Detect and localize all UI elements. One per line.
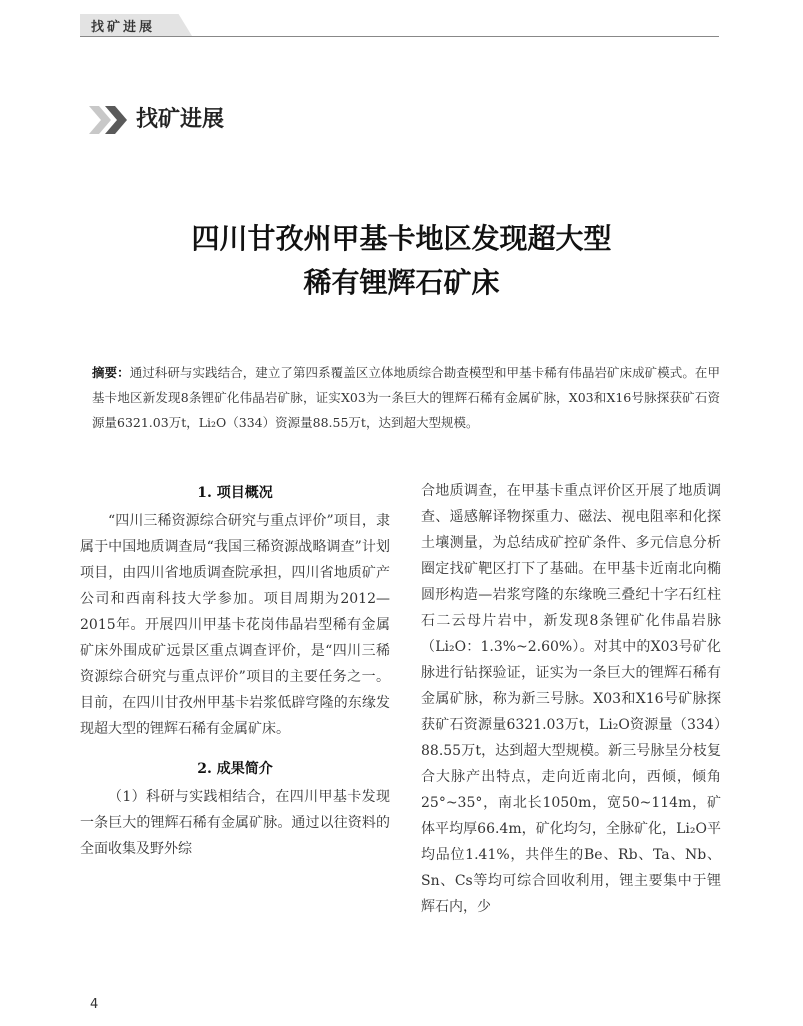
column-right xyxy=(421,478,721,920)
running-header: 找矿进展 xyxy=(91,20,156,35)
abstract-label: 摘要： xyxy=(92,365,130,380)
abstract xyxy=(92,360,720,435)
section-1-paragraph: “四川三稀资源综合研究与重点评价”项目，隶属于中国地质调查局“我国三稀资源战略调查”计划项目，由四川省地质调查院承担，四川省地质矿产公司和西南科技大学参加。项目周期为2012—2015年。开展四川甲基卡花岗伟晶岩型稀有金属矿床外围成矿远景区重点调查评价，是“四川三稀资源综合研究与重点评价”项目的主要任务之一。目前，在四川甘孜州甲基卡岩浆低辟穹隆的东缘发现超大型的锂辉石稀有金属矿床。 xyxy=(80,513,390,737)
section-2-paragraph-part1: （1）科研与实践相结合，在四川甲基卡发现一条巨大的锂辉石稀有金属矿脉。通过以往资料的全面收集及野外综 xyxy=(80,789,390,857)
article-title-line2: 稀有锂辉石矿床 xyxy=(303,266,500,299)
section-title: 找矿进展 xyxy=(136,106,225,132)
page-number: 4 xyxy=(90,997,99,1012)
section-2-paragraph-part2: 合地质调查，在甲基卡重点评价区开展了地质调查、遥感解译物探重力、磁法、视电阻率和化探土壤测量，为总结成矿控矿条件、多元信息分析圈定找矿靶区打下了基础。在甲基卡近南北向椭圆形构造—岩浆穹隆的东缘晚三叠纪十字石红柱石二云母片岩中，新发现8条锂矿化伟晶岩脉（Li₂O：1.3%~2.60%）。对其中的X03号矿化脉进行钻探验证，证实为一条巨大的锂辉石稀有金属矿脉，称为新三号脉。X03和X16号矿脉探获矿石资源量6321.03万t，Li₂O资源量（334）88.55万t，达到超大型规模。新三号脉呈分枝复合大脉产出特点，走向近南北向，西倾，倾角25°~35°，南北长1050m，宽50~114m，矿体平均厚66.4m，矿化均匀，全脉矿化，Li₂O平均品位1.41%，共伴生的Be、Rb、Ta、Nb、Sn、Cs等均可综合回收利用，锂主要集中于锂辉石内，少 xyxy=(421,483,721,915)
article-title-line1: 四川甘孜州甲基卡地区发现超大型 xyxy=(191,222,612,255)
section-heading-1: 1. 项目概况 xyxy=(197,485,273,501)
article-title xyxy=(0,217,803,305)
column-left xyxy=(80,478,390,862)
abstract-text: 通过科研与实践结合，建立了第四系覆盖区立体地质综合勘查模型和甲基卡稀有伟晶岩矿床成矿模式。在甲基卡地区新发现8条锂矿化伟晶岩矿脉，证实X03为一条巨大的锂辉石稀有金属矿脉，X03和X16号脉探获矿石资源量6321.03万t，Li₂O（334）资源量88.55万t，达到超大型规模。 xyxy=(92,365,720,430)
double-chevron-icon xyxy=(87,102,133,138)
section-heading-2: 2. 成果简介 xyxy=(197,761,273,777)
header-divider xyxy=(80,36,719,37)
